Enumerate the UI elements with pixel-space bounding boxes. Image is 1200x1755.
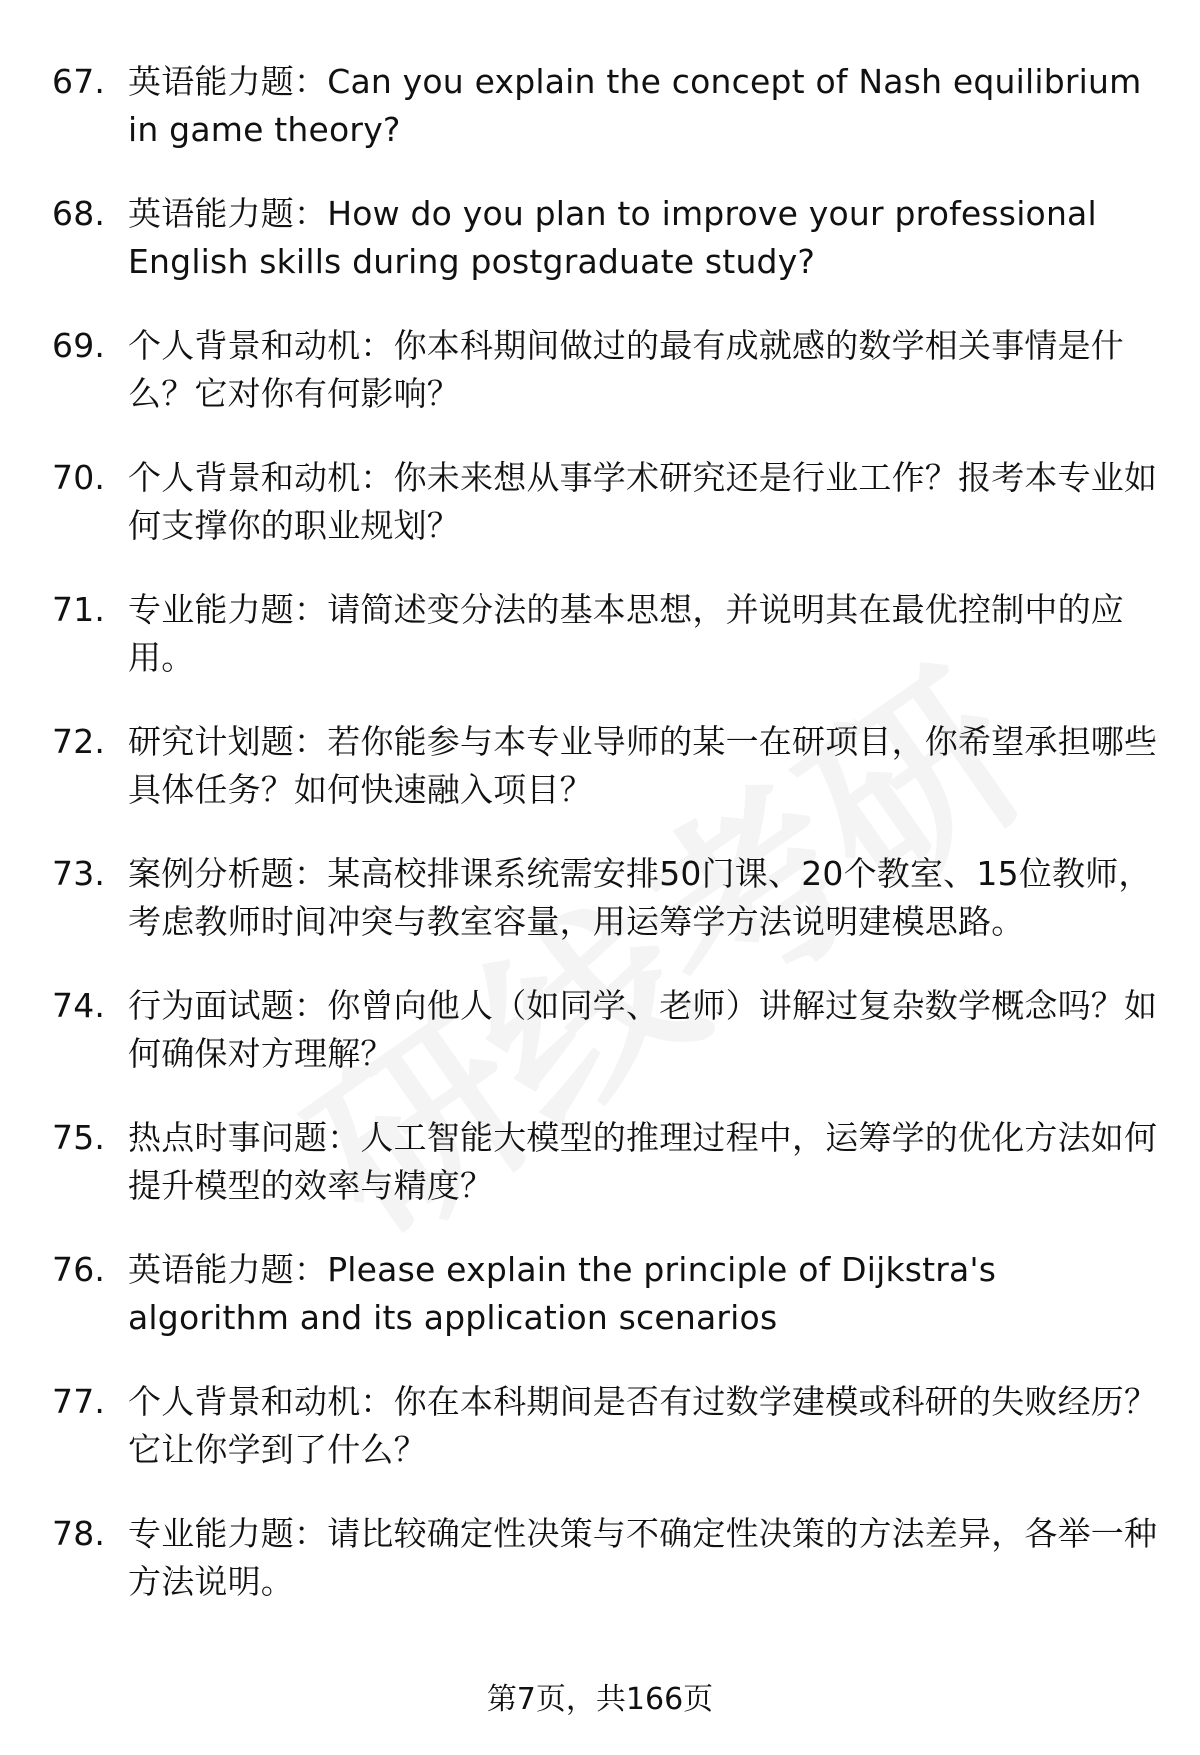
- question-text: 英语能力题：How do you plan to improve your professional English skills during postgraduate study?: [128, 194, 1097, 281]
- question-item: [52, 1114, 1162, 1210]
- question-text: 英语能力题：Please explain the principle of Dijkstra's algorithm and its application scenarios: [128, 1250, 997, 1337]
- question-text: 英语能力题：Can you explain the concept of Nash equilibrium in game theory?: [128, 62, 1142, 149]
- question-list: [52, 58, 1162, 1642]
- question-text: 热点时事问题：人工智能大模型的推理过程中，运筹学的优化方法如何提升模型的效率与精度？: [128, 1118, 1158, 1205]
- question-number: 69.: [52, 326, 106, 365]
- question-text: 行为面试题：你曾向他人（如同学、老师）讲解过复杂数学概念吗？如何确保对方理解？: [128, 986, 1158, 1073]
- question-text: 个人背景和动机：你在本科期间是否有过数学建模或科研的失败经历？它让你学到了什么？: [128, 1382, 1158, 1469]
- question-item: [52, 850, 1162, 946]
- question-number: 74.: [52, 986, 106, 1025]
- question-number: 67.: [52, 62, 106, 101]
- question-number: 75.: [52, 1118, 106, 1157]
- question-text: 案例分析题：某高校排课系统需安排50门课、20个教室、15位教师，考虑教师时间冲突与教室容量，用运筹学方法说明建模思路。: [128, 854, 1152, 941]
- question-number: 76.: [52, 1250, 106, 1289]
- question-text: 研究计划题：若你能参与本专业导师的某一在研项目，你希望承担哪些具体任务？如何快速融入项目？: [128, 722, 1158, 809]
- question-item: [52, 982, 1162, 1078]
- question-number: 71.: [52, 590, 106, 629]
- question-number: 70.: [52, 458, 106, 497]
- question-number: 78.: [52, 1514, 106, 1553]
- question-number: 73.: [52, 854, 106, 893]
- question-number: 77.: [52, 1382, 106, 1421]
- question-item: [52, 586, 1162, 682]
- question-item: [52, 1378, 1162, 1474]
- question-item: [52, 1510, 1162, 1606]
- question-item: [52, 322, 1162, 418]
- question-item: [52, 1246, 1162, 1342]
- question-number: 72.: [52, 722, 106, 761]
- question-number: 68.: [52, 194, 106, 233]
- question-text: 个人背景和动机：你本科期间做过的最有成就感的数学相关事情是什么？它对你有何影响？: [128, 326, 1124, 413]
- question-item: [52, 718, 1162, 814]
- page-footer: 第7页，共166页: [486, 1682, 714, 1717]
- question-text: 专业能力题：请比较确定性决策与不确定性决策的方法差异，各举一种方法说明。: [128, 1514, 1158, 1601]
- question-item: [52, 190, 1162, 286]
- question-text: 专业能力题：请简述变分法的基本思想，并说明其在最优控制中的应用。: [128, 590, 1124, 677]
- question-text: 个人背景和动机：你未来想从事学术研究还是行业工作？报考本专业如何支撑你的职业规划？: [128, 458, 1158, 545]
- question-item: [52, 454, 1162, 550]
- question-item: [52, 58, 1162, 154]
